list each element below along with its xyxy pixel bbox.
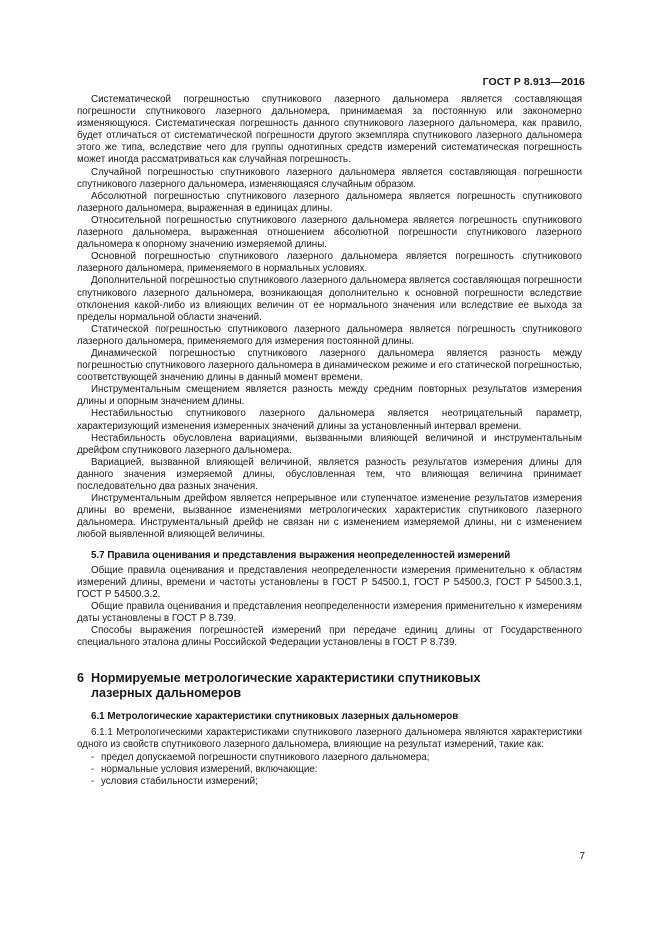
page-number: 7	[579, 851, 585, 862]
paragraph: Инструментальным смещением является разность между средним повторных результатов измерения длины и опорным значением длины.	[77, 384, 582, 408]
list-item	[77, 776, 582, 788]
paragraph: Динамической погрешностью спутникового лазерного дальномера является разность между погрешностью спутникового лазерного дальномера в динамическом режиме и его статической погрешностью, соответствующей значению длины в данный момент времени.	[77, 347, 582, 384]
section-title-line1: Нормируемые метрологические характеристики спутниковых	[91, 671, 481, 686]
paragraph: Дополнительной погрешностью спутникового лазерного дальномера является составляющая погрешности спутникового лазерного дальномера, возникающая дополнительно к основной погрешности вследствие отклонения какой-либо из влияющих величин от ее нормального значения или вследствие ее выхода за пределы нормальной области значений.	[77, 275, 582, 323]
list-item-text: нормальные условия измерений, включающие:	[101, 763, 318, 775]
paragraph: Случайной погрешностью спутникового лазерного дальномера является составляющая погрешности спутникового лазерного дальномера, изменяющаяся случайным образом.	[77, 166, 582, 190]
paragraph: Нестабильность обусловлена вариациями, вызванными влияющей величиной и инструментальным дрейфом спутникового лазерного дальномера.	[77, 432, 582, 456]
list-item	[77, 752, 582, 764]
section-6-1-heading: 6.1 Метрологические характеристики спутниковых лазерных дальномеров	[91, 711, 459, 723]
section-title-line2: лазерных дальномеров	[91, 686, 242, 701]
document-header: ГОСТ Р 8.913—2016	[482, 76, 585, 88]
paragraph: Относительной погрешностью спутникового лазерного дальномера является погрешность спутникового лазерного дальномера, выраженная отношением абсолютной погрешности спутникового лазерного дальномера к опорному значению измеряемой длины.	[77, 214, 582, 251]
paragraph: Общие правила оценивания и представления неопределенности измерения применительно к измерениям даты установлены в ГОСТ Р 8.739.	[77, 600, 582, 624]
section-5-7-heading: 5.7 Правила оценивания и представления выражения неопределенностей измерений	[91, 550, 511, 562]
paragraph: Статической погрешностью спутникового лазерного дальномера является погрешность спутникового лазерного дальномера, применяемого для измерения постоянной длины.	[77, 323, 582, 347]
list-item	[77, 764, 582, 776]
paragraph: Общие правила оценивания и представления неопределенности измерения применительно к областям измерений длины, времени и частоты установлены в ГОСТ Р 54500.1, ГОСТ Р 54500.3, ГОСТ Р 54500.3.1, ГОСТ Р 54500.3.2.	[77, 564, 582, 600]
bullet-list	[77, 752, 582, 788]
paragraph: Нестабильностью спутникового лазерного дальномера является неотрицательный параметр, характеризующий изменения измеренных значений длины за установленный интервал времени.	[77, 408, 582, 432]
paragraph: Основной погрешностью спутникового лазерного дальномера является погрешность спутникового лазерного дальномера, применяемого в нормальных условиях.	[77, 251, 582, 275]
paragraph: Вариацией, вызванной влияющей величиной, является разность результатов измерения длины для данного значения измеряемой длины, обусловленная тем, что влияющая величина принимает последовательно два разных значения.	[77, 456, 582, 492]
section-6-heading	[77, 671, 582, 701]
bullet-dash: -	[91, 763, 95, 775]
bullet-dash: -	[91, 775, 95, 787]
document-body	[77, 94, 582, 788]
paragraph: Систематической погрешностью спутникового лазерного дальномера является составляющая погрешности спутникового лазерного дальномера, принимаемая за постоянную или закономерно изменяющуюся. Систематическая погрешность данного спутникового лазерного дальномера, как правило, будет отличаться от систематической погрешности другого экземпляра спутникового лазерного дальномера этого же типа, вследствие чего для группы однотипных средств измерений систематическая погрешность может иногда рассматриваться как случайная погрешность.	[77, 94, 582, 166]
list-item-text: условия стабильности измерений;	[101, 775, 258, 787]
paragraph: Способы выражения погрешностей измерений при передаче единиц длины от Государственного специального эталона длины Российской Федерации установлены в ГОСТ Р 8.739.	[77, 625, 582, 649]
paragraph: Инструментальным дрейфом является непрерывное или ступенчатое изменение результатов измерения длины во времени, вызванное изменениями метрологических характеристик спутникового лазерного дальномера. Инструментальный дрейф не связан ни с изменением измеряемой длины, ни с изменением любой выявленной влияющей величины.	[77, 493, 582, 541]
bullet-dash: -	[91, 751, 95, 763]
paragraph: Абсолютной погрешностью спутникового лазерного дальномера является погрешность спутникового лазерного дальномера, выраженная в единицах длины.	[77, 190, 582, 214]
paragraph: 6.1.1 Метрологическими характеристиками спутникового лазерного дальномера являются характеристики одного из свойств спутникового лазерного дальномера, влияющие на результат измерений, такие как:	[77, 727, 582, 751]
section-number: 6	[77, 671, 85, 686]
list-item-text: предел допускаемой погрешности спутникового лазерного дальномера;	[101, 751, 430, 763]
